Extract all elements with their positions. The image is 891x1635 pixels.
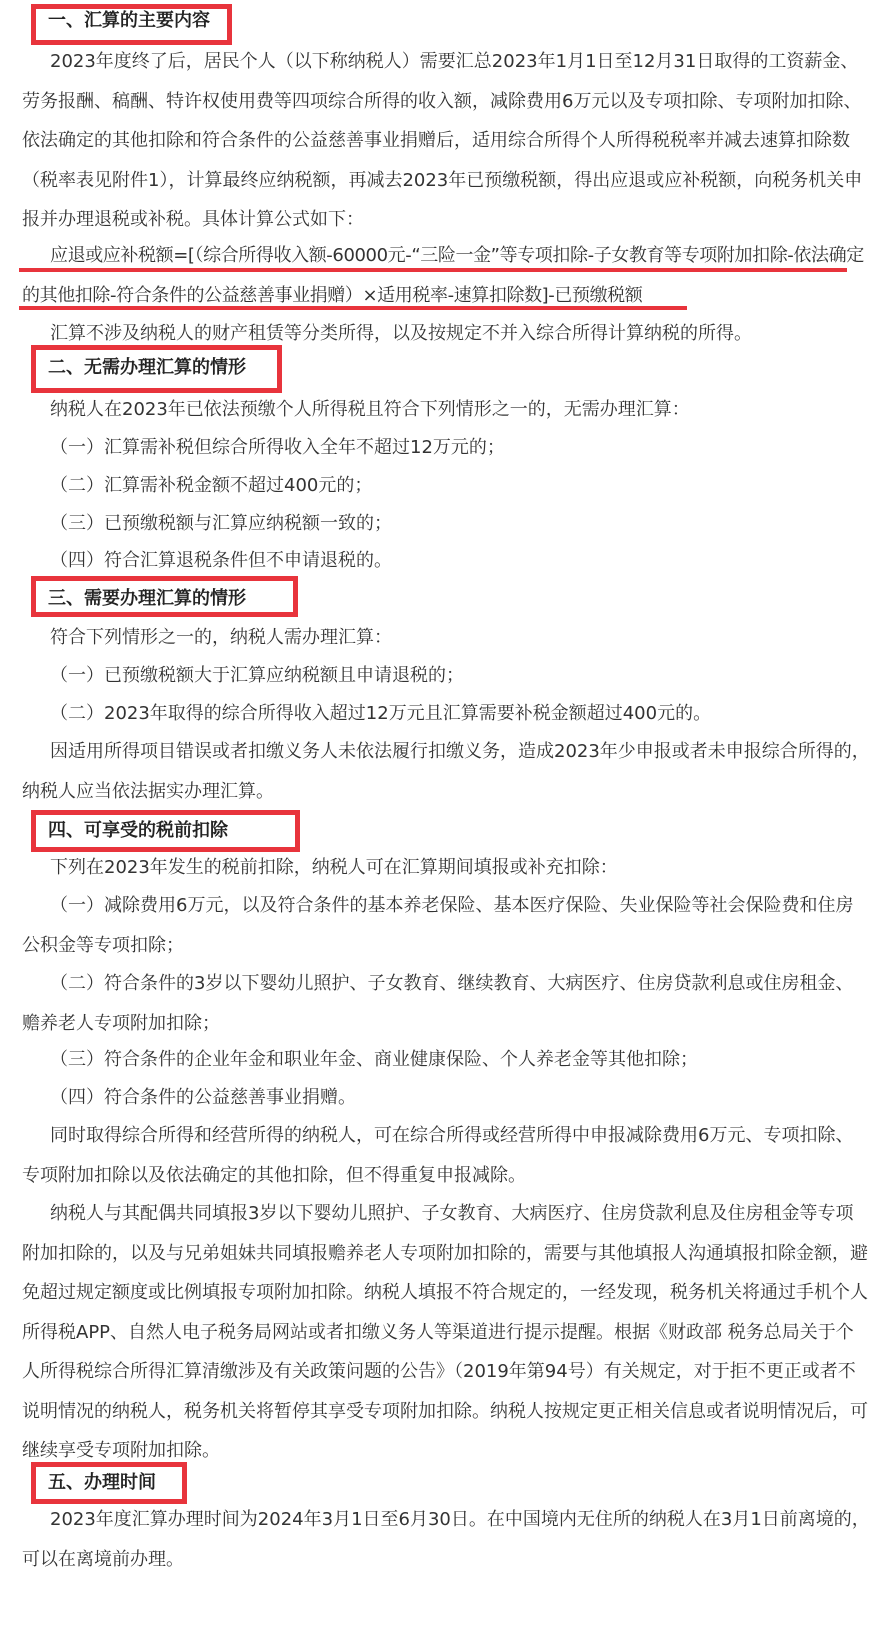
section-heading-3: 三、需要办理汇算的情形 — [48, 588, 246, 609]
paragraph: 下列在2023年发生的税前扣除，纳税人可在汇算期间填报或补充扣除： — [50, 857, 618, 878]
paragraph: 纳税人在2023年已依法预缴个人所得税且符合下列情形之一的，无需办理汇算： — [50, 399, 690, 420]
list-item: （一）减除费用6万元，以及符合条件的基本养老保险、基本医疗保险、失业保险等社会保险费和住房公积金等专项扣除； — [22, 895, 854, 956]
list-item: （三）符合条件的企业年金和职业年金、商业健康保险、个人养老金等其他扣除； — [50, 1049, 698, 1070]
section-heading-1: 一、汇算的主要内容 — [48, 10, 210, 31]
paragraph: 同时取得综合所得和经营所得的纳税人，可在综合所得或经营所得中申报减除费用6万元、专项扣除、专项附加扣除以及依法确定的其他扣除，但不得重复申报减除。 — [22, 1125, 854, 1186]
formula-paragraph: 应退或应补税额=[（综合所得收入额-60000元-“三险一金”等专项扣除-子女教育等专项附加扣除-依法确定的其他扣除-符合条件的公益慈善事业捐赠）×适用税率-速算扣除数]-已预缴税额 — [22, 245, 864, 306]
formula-underline — [19, 306, 687, 310]
list-item: （一）已预缴税额大于汇算应纳税额且申请退税的； — [50, 665, 464, 686]
paragraph: 因适用所得项目错误或者扣缴义务人未依法履行扣缴义务，造成2023年少申报或者未申报综合所得的，纳税人应当依法据实办理汇算。 — [22, 741, 870, 802]
list-item: （四）符合条件的公益慈善事业捐赠。 — [50, 1087, 356, 1108]
paragraph: 符合下列情形之一的，纳税人需办理汇算： — [50, 627, 392, 648]
section-heading-2: 二、无需办理汇算的情形 — [48, 357, 246, 378]
list-item: （二）2023年取得的综合所得收入超过12万元且汇算需要补税金额超过400元的。 — [50, 703, 712, 724]
paragraph: 2023年度汇算办理时间为2024年3月1日至6月30日。在中国境内无住所的纳税人在3月1日前离境的，可以在离境前办理。 — [22, 1509, 870, 1570]
paragraph: 纳税人与其配偶共同填报3岁以下婴幼儿照护、子女教育、大病医疗、住房贷款利息及住房租金等专项附加扣除的，以及与兄弟姐妹共同填报赡养老人专项附加扣除的，需要与其他填报人沟通填报扣除金额，避免超过规定额度或比例填报专项附加扣除。纳税人填报不符合规定的，一经发现，税务机关将通过手机个人所得税APP、自然人电子税务局网站或者扣缴义务人等渠道进行提示提醒。根据《财政部 税务总局关于个人所得税综合所得汇算清缴涉及有关政策问题的公告》（2019年第94号）有关规定，对于拒不更正或者不说明情况的纳税人，税务机关将暂停其享受专项附加扣除。纳税人按规定更正相关信息或者说明情况后，可继续享受专项附加扣除。 — [22, 1203, 868, 1461]
formula-underline — [19, 268, 847, 272]
section-heading-5: 五、办理时间 — [48, 1472, 156, 1493]
list-item: （二）汇算需补税金额不超过400元的； — [50, 475, 373, 496]
section-heading-4: 四、可享受的税前扣除 — [48, 820, 228, 841]
list-item: （四）符合汇算退税条件但不申请退税的。 — [50, 550, 392, 571]
list-item: （二）符合条件的3岁以下婴幼儿照护、子女教育、继续教育、大病医疗、住房贷款利息或住房租金、赡养老人专项附加扣除； — [22, 973, 854, 1034]
paragraph: 2023年度终了后，居民个人（以下称纳税人）需要汇总2023年1月1日至12月31日取得的工资薪金、劳务报酬、稿酬、特许权使用费等四项综合所得的收入额，减除费用6万元以及专项扣除、专项附加扣除、依法确定的其他扣除和符合条件的公益慈善事业捐赠后，适用综合所得个人所得税税率并减去速算扣除数（税率表见附件1），计算最终应纳税额，再减去2023年已预缴税额，得出应退或应补税额，向税务机关申报并办理退税或补税。具体计算公式如下： — [22, 51, 863, 230]
paragraph: 汇算不涉及纳税人的财产租赁等分类所得，以及按规定不并入综合所得计算纳税的所得。 — [50, 323, 752, 344]
list-item: （一）汇算需补税但综合所得收入全年不超过12万元的； — [50, 437, 505, 458]
list-item: （三）已预缴税额与汇算应纳税额一致的； — [50, 513, 392, 534]
